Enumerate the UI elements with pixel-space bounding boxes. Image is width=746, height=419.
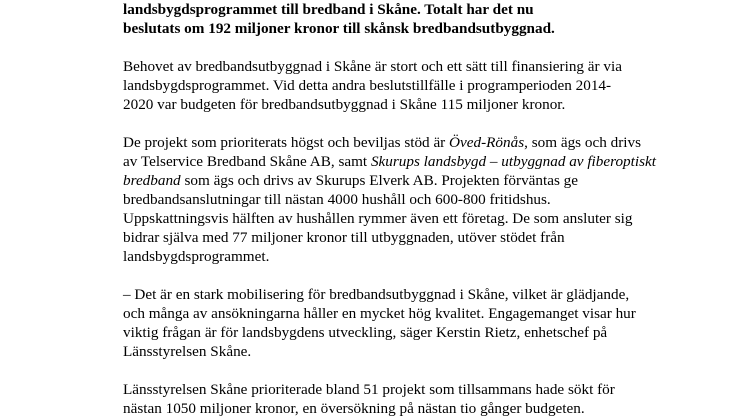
lead-line-2: beslutats om 192 miljoner kronor till skånsk bredbandsutbyggnad. [123,20,555,37]
p1-line-1: Behovet av bredbandsutbyggnad i Skåne är stort och ett sätt till finansiering är via [123,58,622,75]
p2-l2-a: av Telservice Bredband Skåne AB, samt [123,153,371,170]
lead-line-1: landsbygdsprogrammet till bredband i Skåne. Totalt har det nu [123,1,534,18]
p2-l1-project: Öved-Rönås [449,134,525,151]
quote-line-2: och många av ansökningarna håller en mycket hög kvalitet. Engagemanget visar hur [123,305,636,322]
p1-line-2: landsbygdsprogrammet. Vid detta andra beslutstillfälle i programperioden 2014- [123,77,612,94]
p2-line-1 [123,133,641,152]
p2-line-2 [123,152,656,171]
p1-line-3: 2020 var budgeten för bredbandsutbyggnad i Skåne 115 miljoner kronor. [123,96,566,113]
quote-line-3: viktig frågan är för landsbygdens utveckling, säger Kerstin Rietz, enhetschef på [123,324,608,341]
p2-line-4: bredbandsanslutningar till nästan 4000 hushåll och 600-800 fritidshus. [123,191,551,208]
p2-l2-project: Skurups landsbygd – utbyggnad av fiberoptiskt [370,153,656,170]
quote-line-4: Länsstyrelsen Skåne. [123,343,252,360]
p2-l1-b: , som ägs och drivs [524,134,641,151]
p2-line-5: Uppskattningsvis hälften av hushållen rymmer även ett företag. De som ansluter sig [123,210,633,227]
p4-line-1: Länsstyrelsen Skåne prioriterade bland 51 projekt som tillsammans hade sökt för [123,381,615,398]
p2-l3-b: som ägs och drivs av Skurups Elverk AB. Projekten förväntas ge [180,172,578,189]
p2-line-6: bidrar själva med 77 miljoner kronor till utbyggnaden, utöver stödet från [123,229,565,246]
quote-line-1: – Det är en stark mobilisering för bredbandsutbyggnad i Skåne, vilket är glädjande, [123,286,630,303]
p2-line-3 [123,171,578,190]
p2-line-7: landsbygdsprogrammet. [123,248,270,265]
p2-l3-project: bredband [123,172,181,189]
p2-l1-a: De projekt som prioriterats högst och beviljas stöd är [123,134,450,151]
p4-line-2: nästan 1050 miljoner kronor, en översökning på nästan tio gånger budgeten. [123,400,585,417]
